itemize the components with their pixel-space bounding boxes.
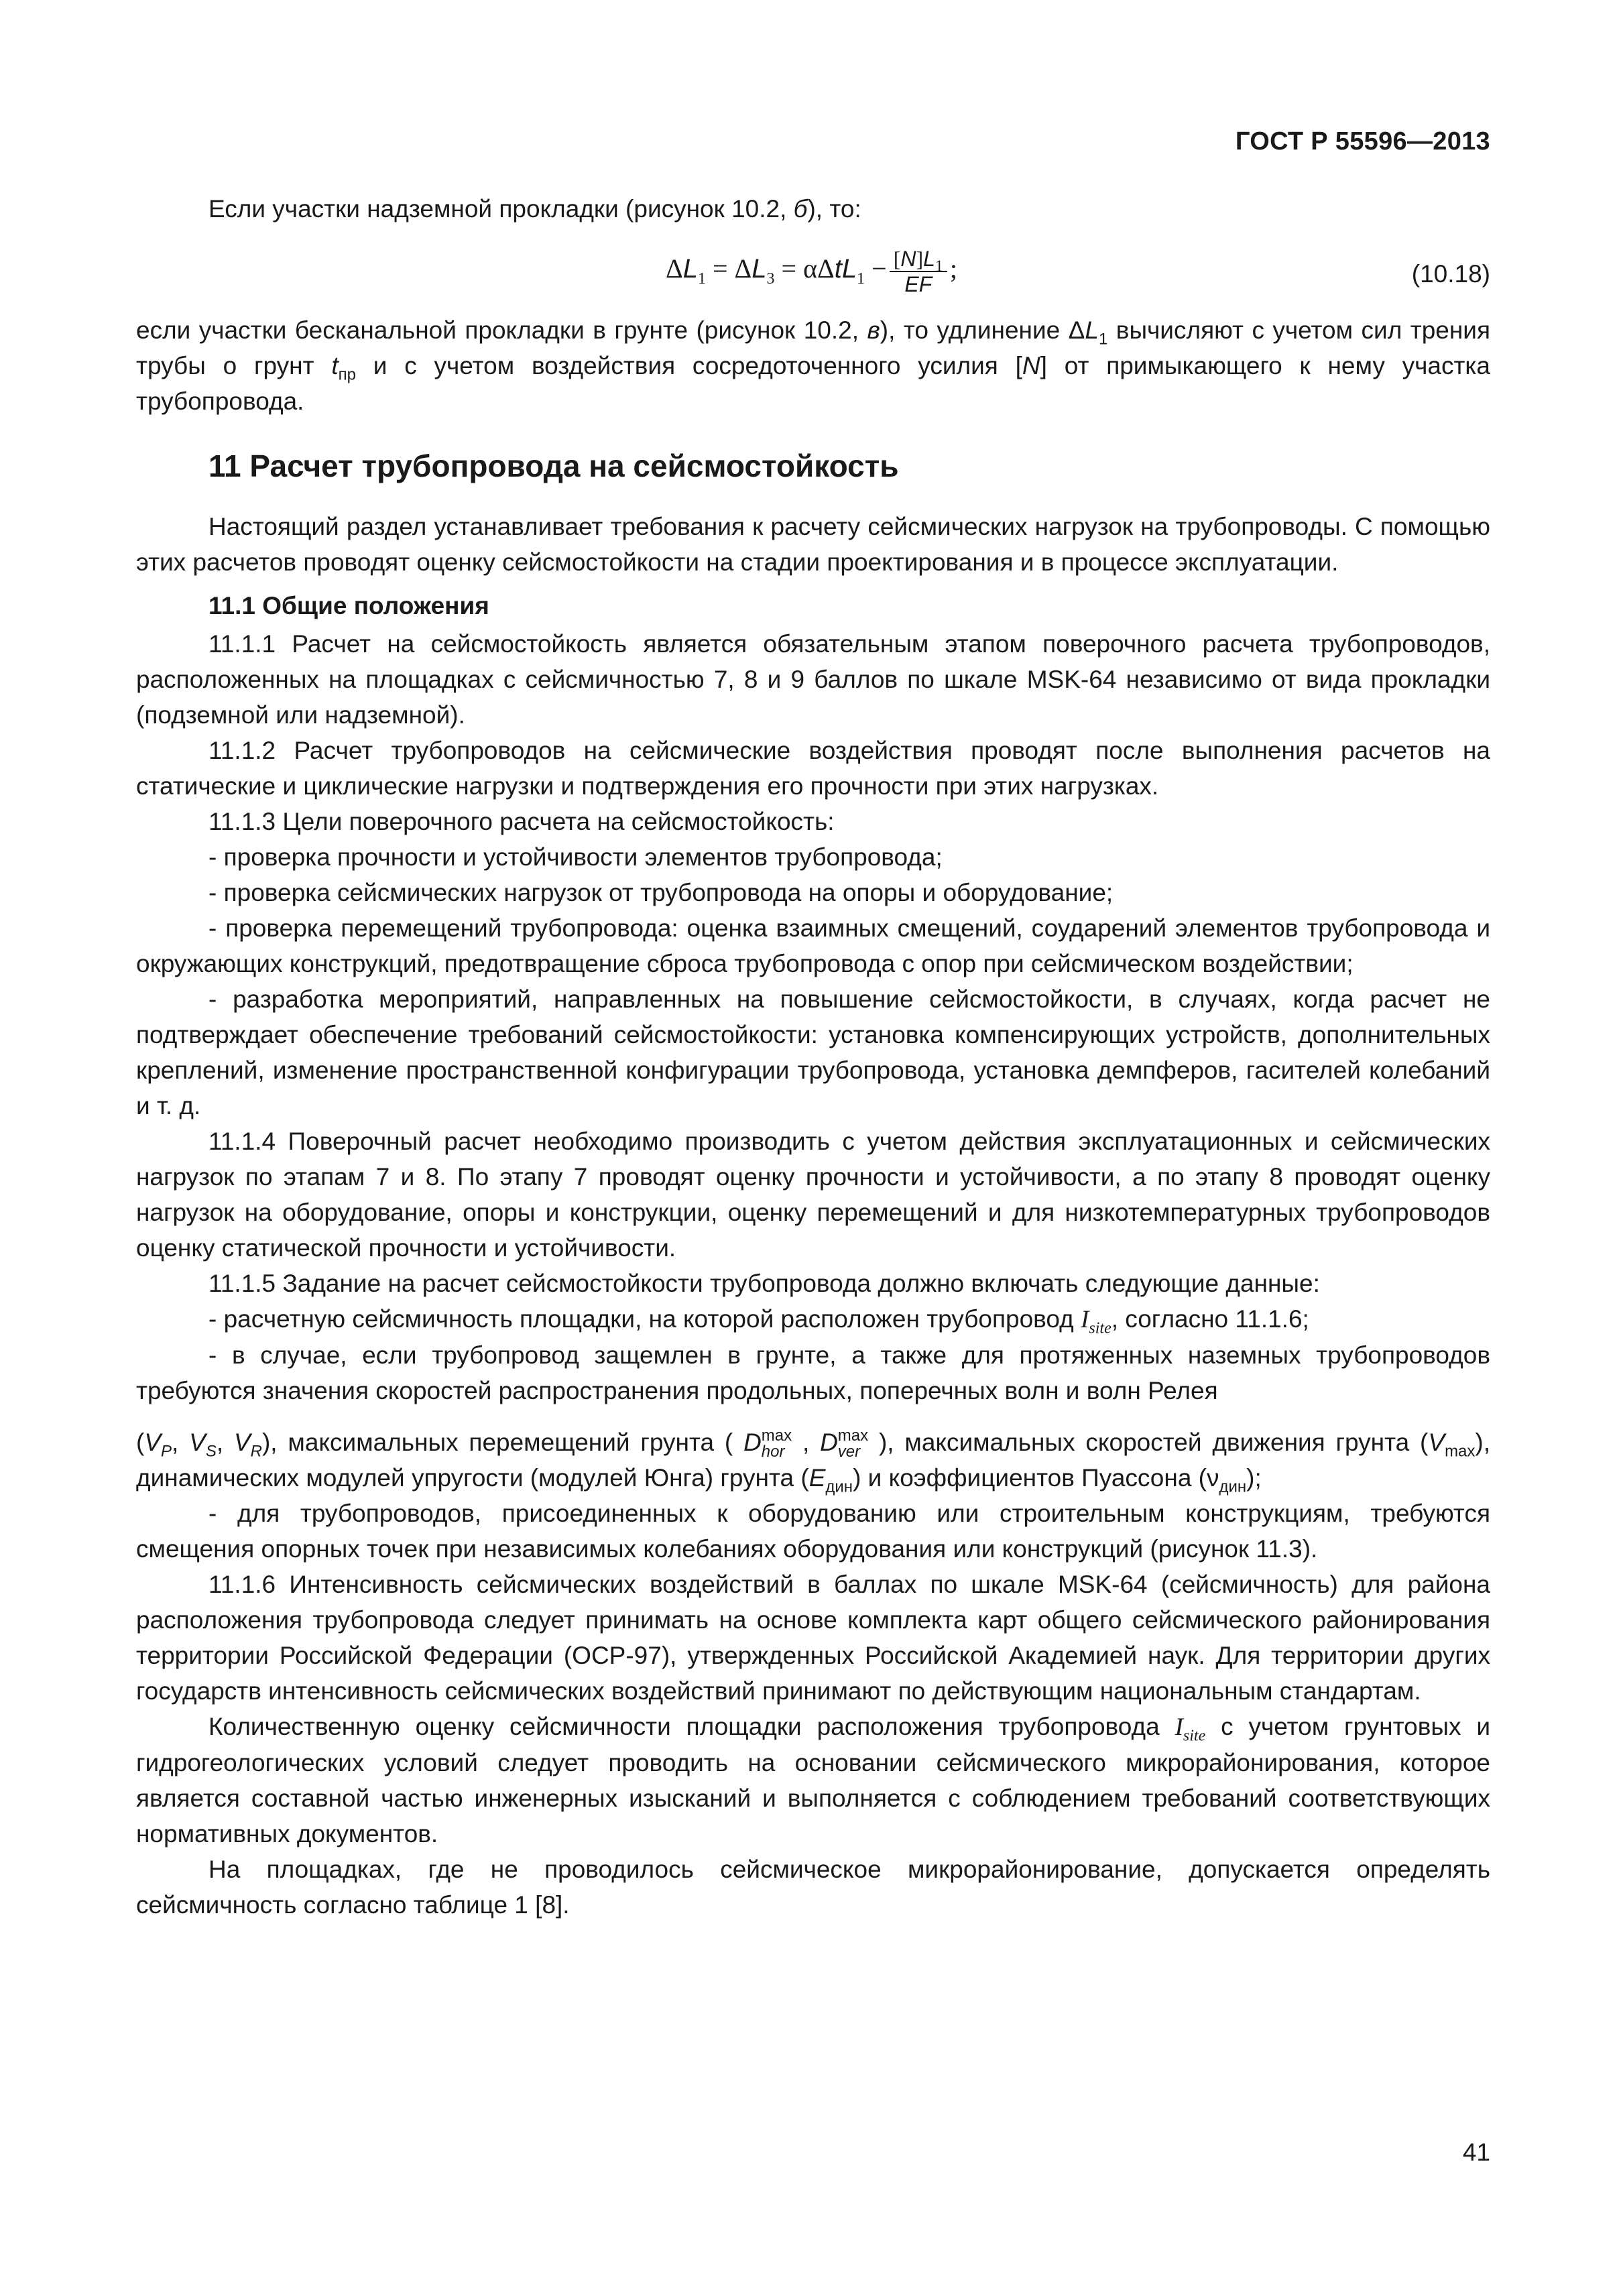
formula-expression: $\Delta L_1 = \Delta L_3 = \alpha\Delta tL_1$ − $\frac{[N]L_1}{EF}$ ;	[666, 247, 958, 296]
section-intro: Настоящий раздел устанавливает требования к расчету сейсмических нагрузок на трубопроводы. С помощью этих расчетов проводят оценку сейсмостойкости на стадии проектирования и в процессе эксплуатации.	[136, 513, 1490, 576]
paragraph-last: На площадках, где не проводилось сейсмическое микрорайонирование, допускается определять сейсмичность согласно таблице 1 [8].	[136, 1856, 1490, 1919]
clause-11-1-2: 11.1.2 Расчет трубопроводов на сейсмические воздействия проводят после выполнения расчетов на статические и циклические нагрузки и подтверждения его прочности при этих нагрузках.	[136, 737, 1490, 800]
clause-11-1-6: 11.1.6 Интенсивность сейсмических воздействий в баллах по шкале MSK-64 (сейсмичность) для района расположения трубопровода следует принимать на основе комплекта карт общего сейсмического районирования территории Российской Федерации (ОСР-97), утвержденных Российской Академией наук. Для территории других государств интенсивность сейсмических воздействий принимают по действующим национальным стандартам.	[136, 1571, 1490, 1705]
section-heading: 11 Расчет трубопровода на сейсмостойкость	[208, 448, 899, 483]
paragraph-quantitative: Количественную оценку сейсмичности площадки расположения трубопровода $I_{site}$ с учетом грунтовых и гидрогеологических условий следует проводить на основании сейсмического микрорайонирования, которое является составной частью инженерных изысканий и выполняется с соблюдением требований соответствующих нормативных документов.	[136, 1713, 1491, 1848]
document-page	[136, 101, 1490, 2232]
paragraph-after-formula: если участки бесканальной прокладки в грунте (рисунок 10.2, в), то удлинение $\Delta L_1$ вычисляют с учетом сил трения трубы о грунт $t_{пр}$ и с учетом воздействия сосредоточенного усилия [N] от примыкающего к нему участка трубопровода.	[136, 316, 1491, 415]
equation-number: (10.18)	[1411, 260, 1490, 288]
clause-11-1-5: 11.1.5 Задание на расчет сейсмостойкости трубопровода должно включать следующие данные:	[208, 1270, 1320, 1297]
document-code: ГОСТ Р 55596—2013	[1235, 127, 1490, 156]
list-item: - проверка перемещений трубопровода: оценка взаимных смещений, соударений элементов трубопровода и окружающих конструкций, предотвращение сброса трубопровода с опор при сейсмическом воздействии;	[136, 914, 1490, 977]
page-number: 41	[1462, 2138, 1490, 2166]
clause-11-1-3: 11.1.3 Цели поверочного расчета на сейсмостойкость:	[208, 808, 835, 835]
list-item-continuation: ($V_P$, $V_S$, $V_R$), максимальных перемещений грунта ( D max hor , D max ver ), максимальных скоростей движения грунта $(V_{max})$, динамических модулей упругости (модулей Юнга) грунта $(E_{дин})$ и коэффициентов Пуассона $(\nu_{дин})$;	[136, 1427, 1491, 1496]
clause-11-1-4: 11.1.4 Поверочный расчет необходимо производить с учетом действия эксплуатационных и сейсмических нагрузок по этапам 7 и 8. По этапу 7 проводят оценку прочности и устойчивости, а по этапу 8 проводят оценку нагрузок на оборудование, опоры и конструкции, оценку перемещений и для низкотемпературных трубопроводов оценку статической прочности и устойчивости.	[136, 1128, 1490, 1262]
list-item: - проверка сейсмических нагрузок от трубопровода на опоры и оборудование;	[208, 879, 1114, 906]
list-item: - в случае, если трубопровод защемлен в грунте, а также для протяженных наземных трубопроводов требуются значения скоростей распространения продольных, поперечных волн и волн Релея	[136, 1341, 1490, 1404]
formula-fraction: $\frac{[N]L_1}{EF}$	[890, 247, 947, 296]
subsection-heading: 11.1 Общие положения	[208, 592, 489, 619]
list-item: - разработка мероприятий, направленных на повышение сейсмостойкости, в случаях, когда расчет не подтверждает обеспечение требований сейсмостойкости: установка компенсирующих устройств, дополнительных креплений, изменение пространственной конфигурации трубопровода, установка демпферов, гасителей колебаний и т. д.	[136, 985, 1490, 1120]
formula-10-18	[136, 243, 1490, 307]
page-body	[136, 191, 1490, 1923]
symbol-isite: $I_{site}$	[1175, 1713, 1206, 1745]
clause-11-1-1: 11.1.1 Расчет на сейсмостойкость является обязательным этапом поверочного расчета трубопроводов, расположенных на площадках с сейсмичностью 7, 8 и 9 баллов по шкале MSK-64 независимо от вида прокладки (подземной или надземной).	[136, 630, 1490, 729]
list-item: - для трубопроводов, присоединенных к оборудованию или строительным конструкциям, требуются смещения опорных точек при независимых колебаниях оборудования или конструкций (рисунок 11.3).	[136, 1500, 1490, 1563]
list-item: - проверка прочности и устойчивости элементов трубопровода;	[208, 843, 943, 871]
symbol-isite: $I_{site}$	[1081, 1306, 1111, 1337]
paragraph-intro: Если участки надземной прокладки (рисунок 10.2, б), то:	[208, 195, 861, 223]
list-item: - расчетную сейсмичность площадки, на которой расположен трубопровод $I_{site}$, согласно 11.1.6;	[208, 1305, 1309, 1337]
